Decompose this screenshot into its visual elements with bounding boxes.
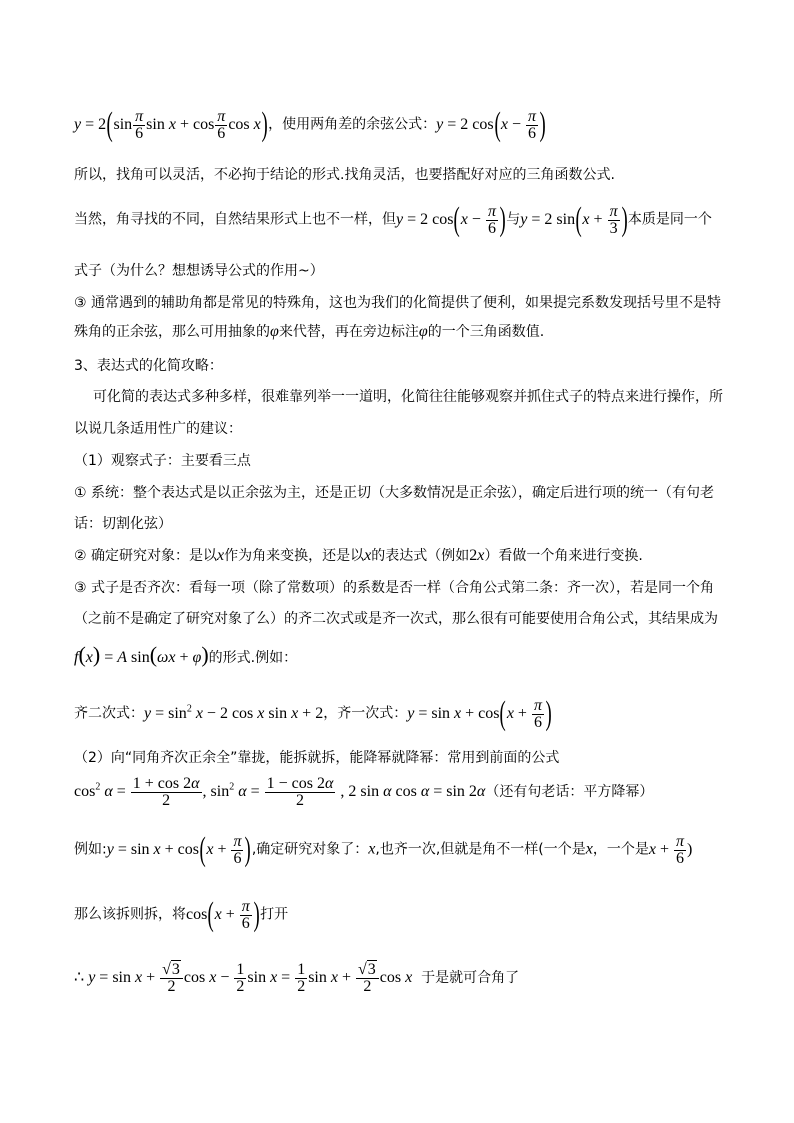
math-expression: ∴ y = sin x + $\frac{√3}{2}$ cos x − $\frac{1}{2}$ sin x = $\frac{1}{2}$ sin x + $\frac{√3}{2}$ cos x	[74, 961, 413, 995]
text: ,确定研究对象了：	[251, 841, 369, 858]
text: ，齐一次式：	[323, 705, 408, 722]
math-expression: y = 2 cos(x − $\frac{\pi}{6}$ )	[436, 106, 546, 143]
text: 的一个三角函数值.	[427, 324, 545, 340]
math-symbol: x	[368, 840, 376, 858]
paragraph-line	[74, 322, 544, 342]
paragraph-line: ③ 通常遇到的辅助角都是常见的特殊角，这也为我们的化简提供了便利，如果提完系数发现括号里不是特	[74, 295, 721, 311]
text: 当然，角寻找的不同，自然结果形式上也不一样，但	[74, 211, 396, 228]
text: 本质是同一个	[627, 211, 712, 228]
math-symbol: x	[364, 547, 372, 564]
paragraph-line: 式子（为什么？想想诱导公式的作用~）	[74, 263, 324, 279]
text: 的表达式（例如	[371, 548, 470, 564]
text: 来代替，再在旁边标注	[278, 324, 419, 340]
paragraph-line: ① 系统：整个表达式是以正余弦为主，还是正切（大多数情况是正余弦），确定后进行项的统一（有句老	[74, 485, 714, 501]
text: 齐二次式：	[74, 705, 144, 722]
text: 例如:	[74, 841, 107, 858]
math-expression: f(x) = A sin(ωx + φ)	[74, 642, 209, 667]
math-expression: $y = \sin^2 x - 2$ cos x sin x + 2	[144, 703, 324, 722]
paragraph-line	[74, 642, 298, 668]
paragraph-line	[74, 697, 552, 731]
text: 打开	[260, 906, 289, 923]
text: ② 确定研究对象：是以	[74, 548, 218, 564]
math-symbol: φ	[270, 323, 279, 340]
text: ，一个是	[592, 841, 649, 858]
paragraph-line: （2）向“同角齐次正余全”靠拢，能拆就拆，能降幂就降幂：常用到前面的公式	[74, 750, 560, 766]
math-expression: y = sin x + cos(x + $\frac{\pi}{6}$ )	[106, 831, 252, 868]
text: 殊角的正余弦，那么可用抽象的	[74, 324, 270, 340]
formula-line-3	[74, 962, 519, 995]
math-expression: y = 2 sin(x + $\frac{\pi}{3}$ )	[520, 201, 628, 238]
math-symbol: 2x	[469, 547, 485, 564]
paragraph-line	[74, 898, 288, 932]
paragraph-line	[74, 546, 643, 566]
math-expression: x + $\frac{\pi}{6}$ )	[648, 832, 693, 867]
paragraph-line	[74, 203, 712, 237]
math-symbol: x	[217, 547, 225, 564]
section-heading: 3、表达式的化简攻略：	[74, 358, 223, 374]
math-expression: y = sin x + cos(x + $\frac{\pi}{6}$ )	[407, 695, 552, 732]
paragraph-line: 以说几条适用性广的建议：	[74, 421, 242, 437]
paragraph-line: 话：切割化弦）	[74, 516, 172, 532]
text: ,也齐一次,但就是角不一样(一个是	[375, 841, 586, 858]
text: ）看做一个角来进行变换.	[484, 548, 643, 564]
math-expression: $\cos^2 \alpha$ = $\frac{1 + \cos 2\alpha}{2}$ , $\sin^2 \alpha$ = $\frac{1 - \cos 2\alpha}{2}$ , 2 sin α cos α = sin 2α	[74, 775, 486, 809]
paragraph-line: 所以，找角可以灵活，不必拘于结论的形式.找角灵活，也要搭配好对应的三角函数公式.	[74, 167, 615, 183]
formula-line-1	[74, 108, 546, 142]
text: 的形式.例如：	[208, 650, 298, 666]
formula-line-2	[74, 776, 653, 809]
math-expression: y = 2(sin $\frac{\pi}{6}$ sin x + cos $\frac{\pi}{6}$ cos x)	[74, 106, 268, 143]
text: 作为角来变换，还是以	[224, 548, 365, 564]
text: 那么该拆则拆，将	[74, 906, 186, 923]
math-symbol: x	[585, 840, 593, 858]
paragraph-line: 可化简的表达式多种多样，很难靠列举一一道明，化简往往能够观察并抓住式子的特点来进行操作，所	[93, 389, 723, 405]
text: 于是就可合角了	[421, 970, 520, 987]
math-expression: y = 2 cos(x − $\frac{\pi}{6}$ )	[396, 201, 506, 238]
paragraph-line: ③ 式子是否齐次：看每一项（除了常数项）的系数是否一样（合角公式第二条：齐一次），若是同一个角	[74, 580, 714, 596]
math-symbol: φ	[418, 323, 428, 340]
text: 与	[506, 211, 521, 228]
paragraph-line	[74, 833, 692, 867]
text: ，使用两角差的余弦公式：	[268, 116, 437, 133]
math-expression: cos(x + $\frac{\pi}{6}$ )	[186, 896, 260, 933]
subheading: （1）观察式子：主要看三点	[74, 453, 251, 469]
paragraph-line: （之前不是确定了研究对象了么）的齐二次式或是齐一次式，那么很有可能要使用合角公式，其结果成为	[74, 611, 718, 627]
text: （还有句老话：平方降幂）	[485, 784, 654, 801]
